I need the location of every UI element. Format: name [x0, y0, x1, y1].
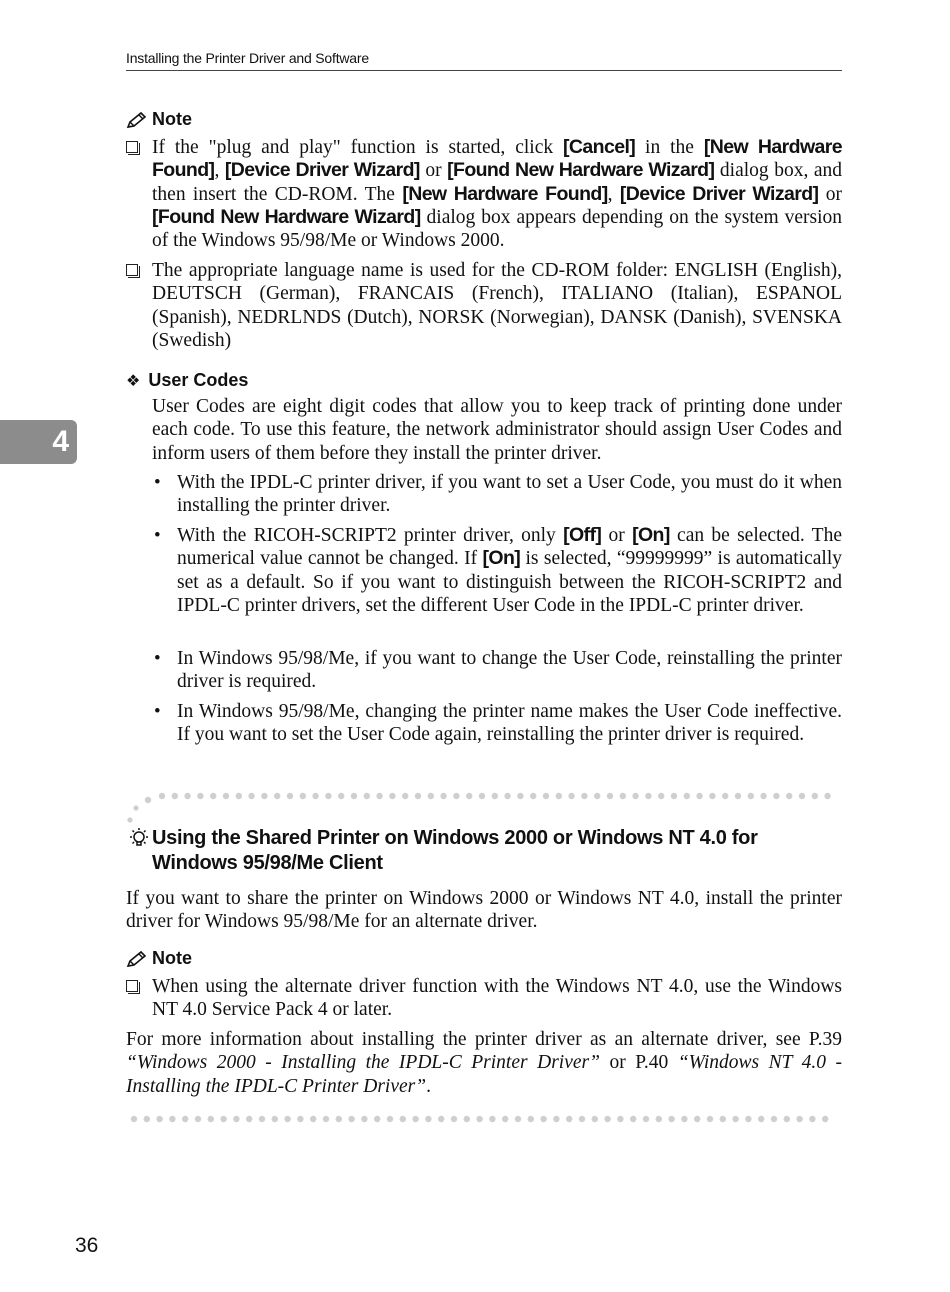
- note-item: [126, 136, 842, 252]
- list-item: • With the RICOH-SCRIPT2 printer driver, only [Off] or [On] can be selected. The numerical value cannot be changed. If [On] is selected, “99999999” is automatically set as a default. So if you want to distinguish between the RICOH-SCRIPT2 and IPDL-C printer drivers, set the different User Code in the IPDL-C printer driver.: [154, 524, 843, 616]
- diamond-bullet-icon: ❖: [126, 372, 141, 390]
- user-codes-heading: ❖ User Codes: [126, 370, 249, 390]
- list-item: • In Windows 95/98/Me, changing the printer name makes the User Code ineffective. If you want to set the User Code again, reinstalling the printer driver is required.: [154, 701, 842, 746]
- tip-bottom-divider: [126, 1112, 846, 1126]
- pencil-icon: [126, 111, 148, 129]
- list-item: • In Windows 95/98/Me, if you want to change the User Code, reinstalling the printer driver is required.: [154, 648, 842, 693]
- bullet-icon: •: [154, 525, 161, 546]
- note-item-text: The appropriate language name is used for the CD-ROM folder: ENGLISH (English), DEUTSCH (German), FRANCAIS (French), ITALIANO (Italian), ESPANOL (Spanish), NEDRLNDS (Dutch), NORSK (Norwegian), DANSK (Danish), SVENSKA (Swedish): [152, 260, 842, 351]
- note-heading: [126, 109, 192, 130]
- note-label: Note: [152, 948, 192, 968]
- note-item-text: If the "plug and play" function is started, click [Cancel] in the [New Hardware Found], [Device Driver Wizard] or [Found New Hardware Wizard] dialog box, and then insert the CD-ROM. The [New Hardware Found], [Device Driver Wizard] or [Found New Hardware Wizard] dialog box appears depending on the system version of the Windows 95/98/Me or Windows 2000.: [152, 136, 843, 252]
- chapter-tab: 4: [0, 420, 77, 464]
- more-info-paragraph: For more information about installing the printer driver as an alternate driver, see P.39 “Windows 2000 - Installing the IPDL-C Printer Driver” or P.40 “Windows NT 4.0 - Installing the IPDL-C Printer Driver”.: [126, 1029, 842, 1097]
- lightbulb-icon: [126, 826, 152, 857]
- checkbox-bullet-icon: [126, 264, 138, 276]
- list-item: • With the IPDL-C printer driver, if you want to set a User Code, you must do it when installing the printer driver.: [154, 472, 842, 517]
- page-number: 36: [75, 1234, 99, 1257]
- reference-link-p39[interactable]: “Windows 2000 - Installing the IPDL-C Printer Driver”: [126, 1052, 600, 1074]
- note-label: Note: [152, 109, 192, 129]
- note-heading: [126, 948, 192, 969]
- reference-link-p40[interactable]: “Windows NT 4.0 - Installing the IPDL-C Printer Driver”: [126, 1052, 842, 1097]
- checkbox-bullet-icon: [126, 980, 138, 992]
- tip-title: Using the Shared Printer on Windows 2000 or Windows NT 4.0 for Windows 95/98/Me Client: [152, 827, 758, 874]
- bullet-icon: •: [154, 472, 161, 493]
- note-item: When using the alternate driver function with the Windows NT 4.0, use the Windows NT 4.0 Service Pack 4 or later.: [126, 975, 842, 1022]
- bullet-icon: •: [154, 701, 161, 722]
- checkbox-bullet-icon: [126, 141, 138, 153]
- cancel-button-ref: [Cancel]: [563, 136, 636, 158]
- header-rule: [126, 70, 842, 71]
- tip-body: If you want to share the printer on Windows 2000 or Windows NT 4.0, install the printer driver for Windows 95/98/Me for an alternate driver.: [126, 888, 842, 933]
- pencil-icon: [126, 950, 148, 968]
- tip-top-divider: [126, 788, 846, 828]
- note-item: [126, 259, 842, 352]
- running-header: Installing the Printer Driver and Software: [126, 50, 369, 66]
- user-codes-intro: User Codes are eight digit codes that allow you to keep track of printing done under each code. To use this feature, the network administrator should assign User Codes and inform users of them before they install the printer driver.: [152, 396, 842, 464]
- bullet-icon: •: [154, 648, 161, 669]
